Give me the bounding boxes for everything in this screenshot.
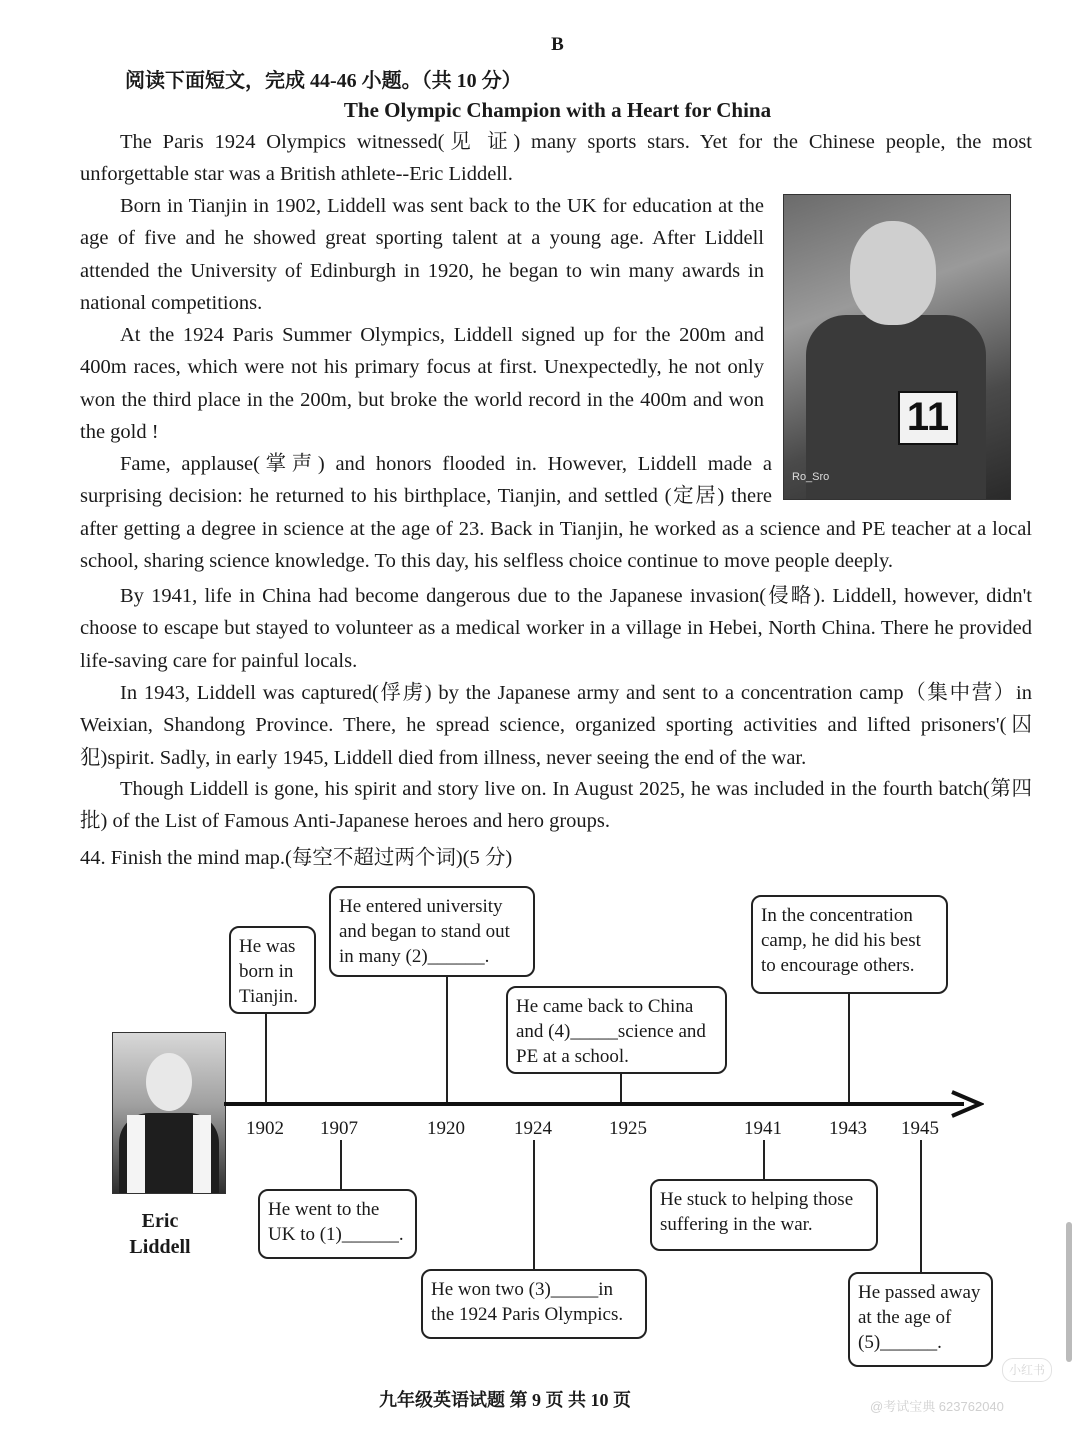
box-1925: He came back to China and (4)_____science and PE at a school. (506, 986, 727, 1074)
page-footer: 九年级英语试题 第 9 页 共 10 页 (379, 1390, 631, 1410)
scrollbar[interactable] (1066, 1222, 1072, 1362)
connector-1925 (620, 1073, 622, 1102)
liddell-running-photo (783, 194, 1011, 500)
paragraph-7: Though Liddell is gone, his spirit and story live on. In August 2025, he was included in the fourth batch(第四批) of the List of Famous Anti-Japanese heroes and hero groups. (80, 778, 1032, 833)
year-1943: 1943 (829, 1118, 867, 1139)
liddell-portrait (112, 1032, 226, 1194)
portrait-fur-left (127, 1115, 145, 1193)
connector-1941 (763, 1140, 765, 1180)
connector-1902 (265, 1014, 267, 1102)
timeline-arrow (224, 1090, 984, 1120)
year-1902: 1902 (246, 1118, 284, 1139)
year-1907: 1907 (320, 1118, 358, 1139)
portrait-face (146, 1053, 192, 1111)
paragraph-3: At the 1924 Paris Summer Olympics, Liddell signed up for the 200m and 400m races, which were not his primary focus at first. Unexpectedly, he not only won the third place in the 200m, but broke the world record in the 400m and won the gold ! (80, 324, 764, 443)
question-44: 44. Finish the mind map.(每空不超过两个词)(5 分) (80, 847, 513, 869)
year-1941: 1941 (744, 1118, 782, 1139)
bottom-watermark: @考试宝典 623762040 (870, 1399, 1004, 1414)
connector-1943 (848, 993, 850, 1102)
article-title: The Olympic Champion with a Heart for China (343, 98, 772, 122)
paragraph-2: Born in Tianjin in 1902, Liddell was sent back to the UK for education at the age of five and he showed great sporting talent at a young age. After Liddell attended the University of Edinburgh in 1920, he began to win many awards in national competitions. (80, 195, 764, 314)
connector-1945 (920, 1140, 922, 1274)
race-number: 11 (898, 391, 958, 445)
connector-1920 (446, 976, 448, 1102)
portrait-fur-right (193, 1115, 211, 1193)
box-1920: He entered university and began to stand out in many (2)______. (329, 886, 535, 977)
box-1943: In the concentration camp, he did his best to encourage others. (751, 895, 948, 994)
photo-face (850, 221, 936, 325)
year-1920: 1920 (427, 1118, 465, 1139)
year-1945: 1945 (901, 1118, 939, 1139)
paragraph-4: Fame, applause(掌声) and honors flooded in. However, Liddell made a surprising decision: he returned to his birthplace, Tianjin, and settled (定居) there after getting a degree in science at the age of 23. Back in Tianjin, he worked as a science and PE teacher at a local school, sharing science knowledge. To this day, his selfless choice continue to move people deeply. (80, 453, 1032, 572)
section-letter: B (551, 34, 564, 55)
corner-watermark: 小红书 (1002, 1358, 1052, 1382)
connector-1907 (340, 1140, 342, 1190)
photo-watermark: Ro_Sro (792, 471, 830, 483)
paragraph-6: In 1943, Liddell was captured(俘虏) by the Japanese army and sent to a concentration camp（集中营）in Weixian, Shandong Province. There, he spread science, organized sporting activities and lifted prisoners'(囚犯)spirit. Sadly, in early 1945, Liddell died from illness, never seeing the end of the war. (80, 682, 1032, 769)
year-1924: 1924 (514, 1118, 552, 1139)
box-1907: He went to the UK to (1)______. (258, 1189, 417, 1259)
box-1924: He won two (3)_____in the 1924 Paris Olympics. (421, 1269, 647, 1339)
box-1902: He was born in Tianjin. (229, 926, 316, 1014)
box-1941: He stuck to helping those suffering in the war. (650, 1179, 878, 1251)
photo-shirt (806, 315, 986, 500)
box-1945: He passed away at the age of (5)______. (848, 1272, 993, 1367)
person-name: Eric Liddell (129, 1210, 191, 1258)
instruction: 阅读下面短文，完成 44-46 小题。（共 10 分） (125, 70, 522, 92)
connector-1924 (533, 1140, 535, 1270)
paragraph-5: By 1941, life in China had become dangerous due to the Japanese invasion(侵略). Liddell, however, didn't choose to escape but stayed to volunteer as a medical worker in a village in Hebei, North China. There he provided life-saving care for painful locals. (80, 585, 1032, 672)
year-1925: 1925 (609, 1118, 647, 1139)
paragraph-1: The Paris 1924 Olympics witnessed(见 证) many sports stars. Yet for the Chinese people, the most unforgettable star was a British athlete--Eric Liddell. (80, 131, 1032, 186)
